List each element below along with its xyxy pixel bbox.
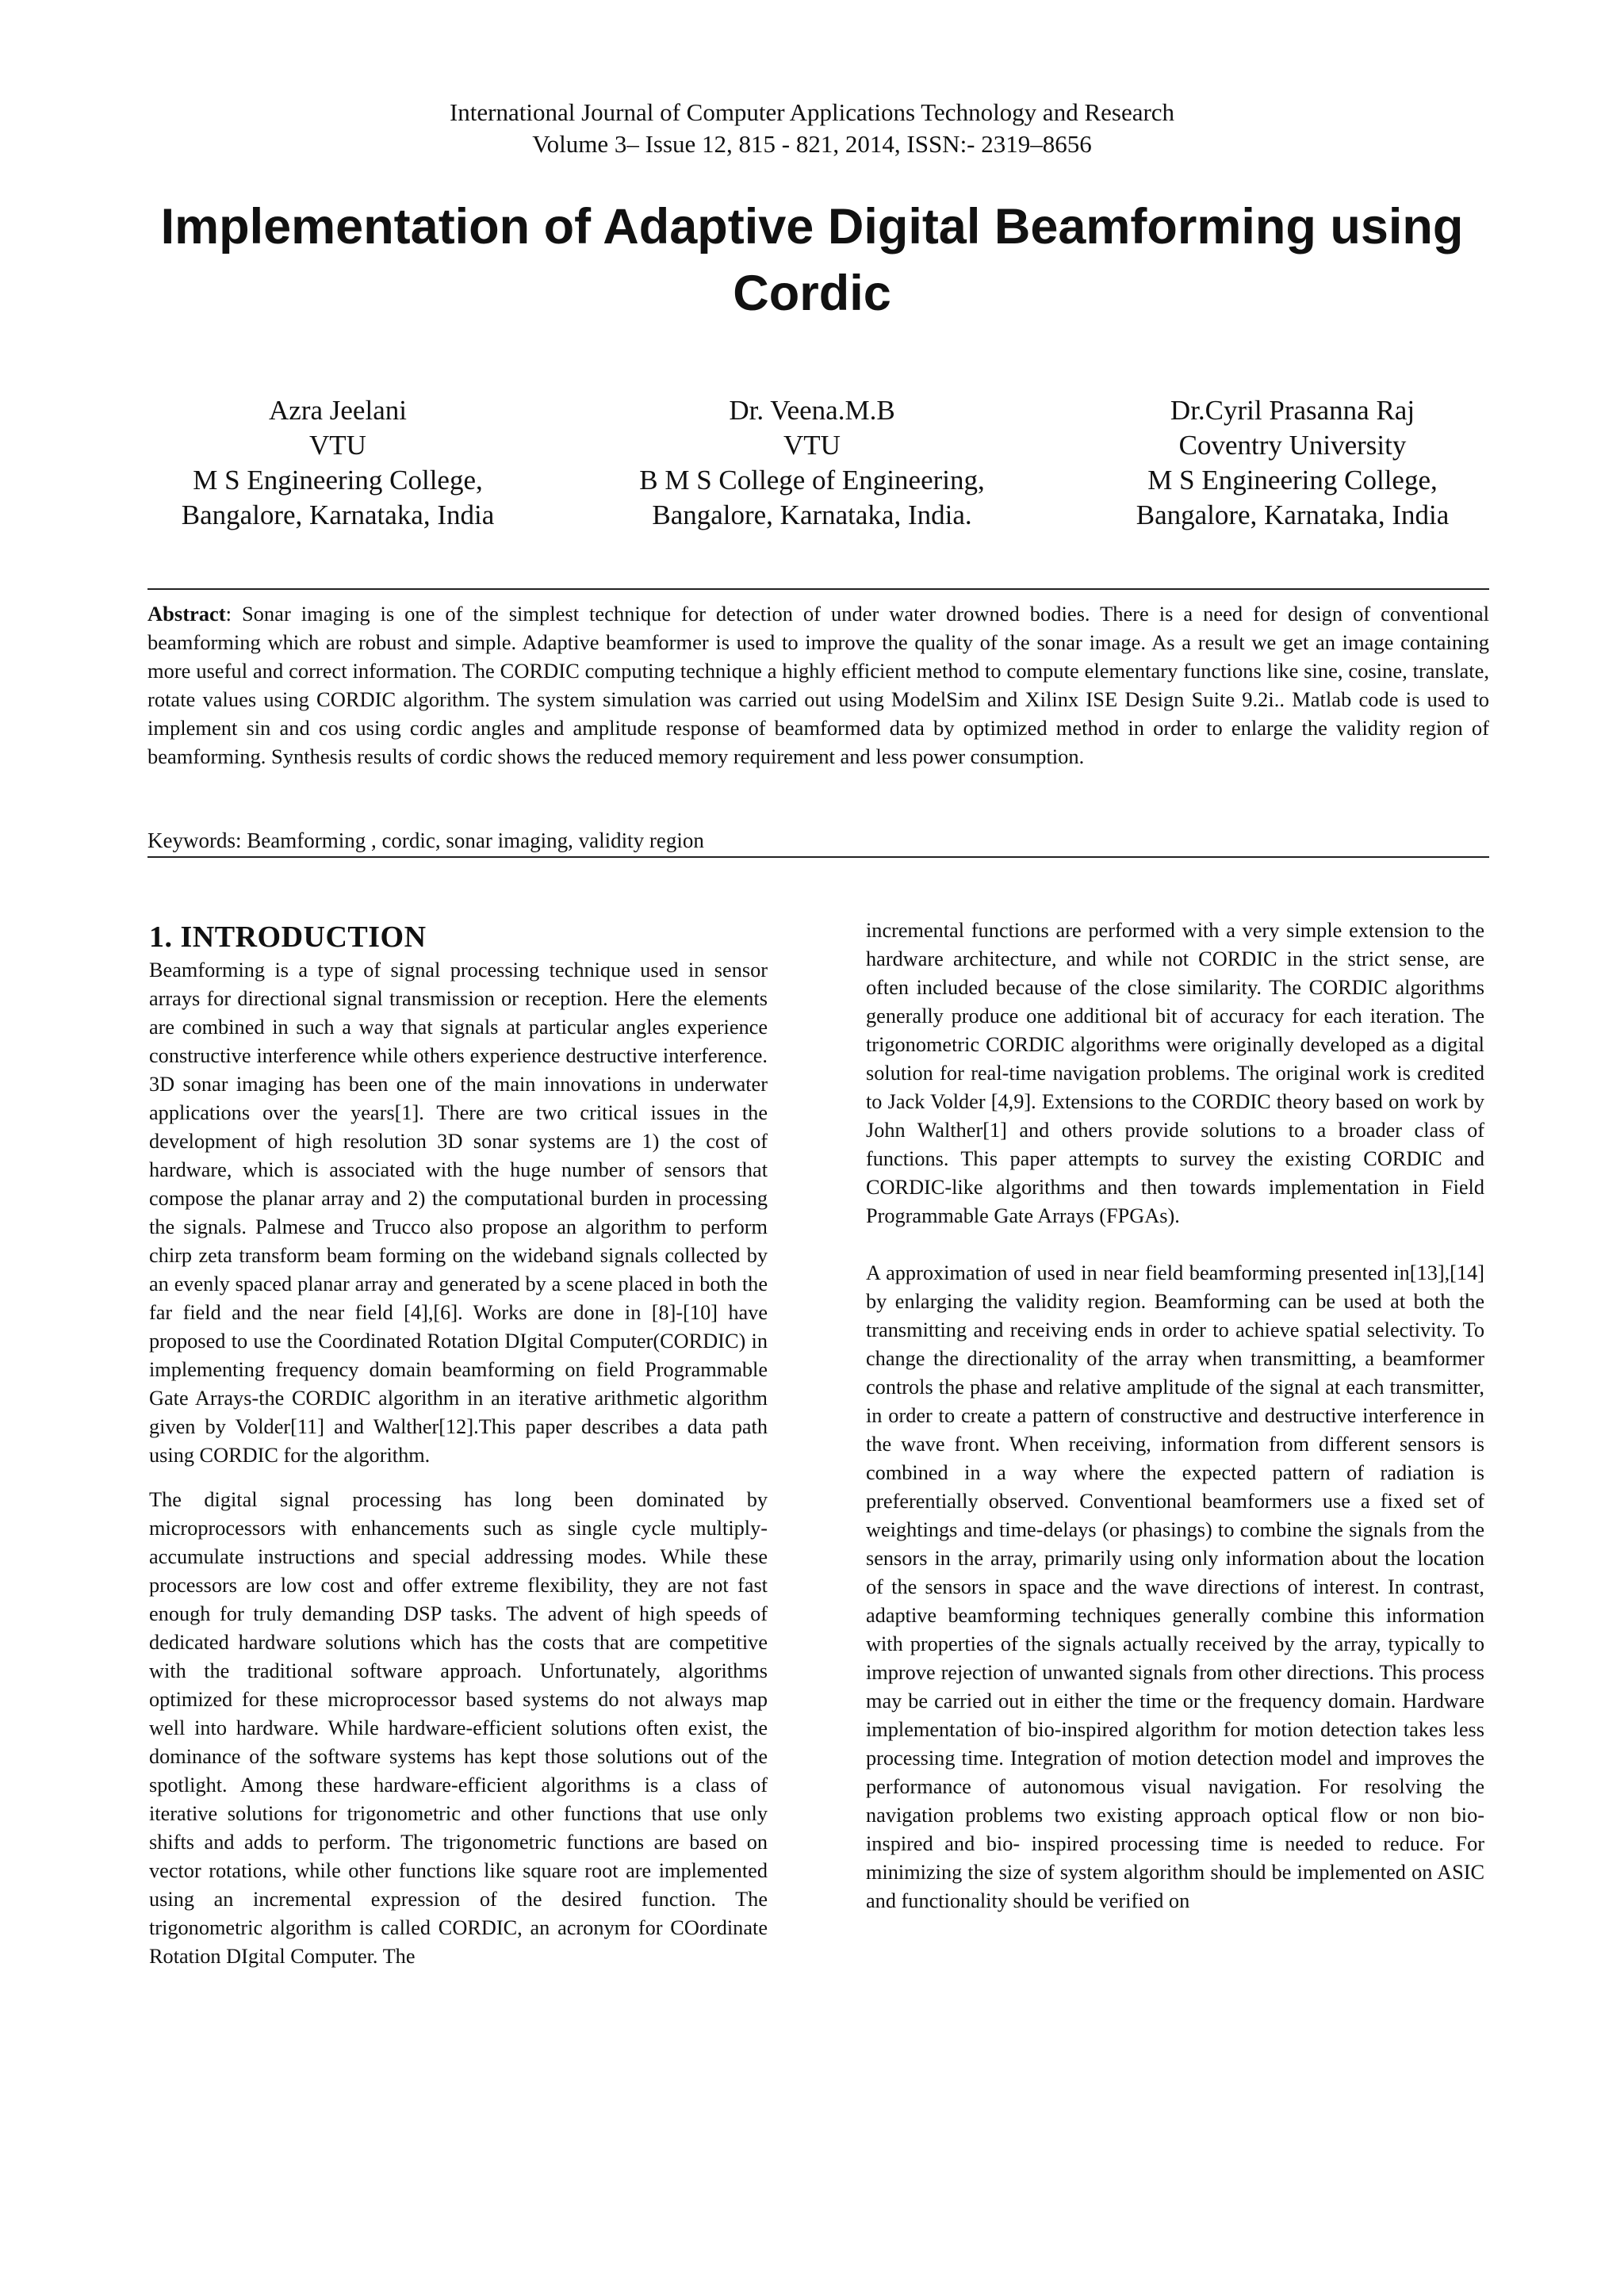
author-name: Azra Jeelani — [269, 395, 407, 426]
author-location: Bangalore, Karnataka, India — [1136, 499, 1450, 530]
left-column — [149, 918, 768, 1971]
author-block-2 — [603, 393, 1021, 533]
author-institution: M S Engineering College, — [1147, 465, 1438, 496]
section-heading-introduction: 1. INTRODUCTION — [149, 920, 427, 954]
paper-title: Implementation of Adaptive Digital Beamforming using Cordic — [160, 199, 1464, 321]
keywords-bottom-rule — [147, 856, 1489, 858]
abstract-top-rule — [147, 588, 1489, 590]
author-affiliation: Coventry University — [1178, 430, 1407, 461]
journal-header — [0, 97, 1624, 160]
abstract-label: Abstract — [147, 602, 226, 626]
author-location: Bangalore, Karnataka, India. — [652, 499, 972, 530]
author-affiliation: VTU — [783, 430, 841, 461]
paragraph: Beamforming is a type of signal processing technique used in sensor arrays for directional signal transmission or reception. Here the elements are combined in such a way that signals at particular angles experience constructive interference while others experience destructive interference. 3D sonar imaging has been one of the main innovations in underwater applications over the years[1]. There are two critical issues in the development of high resolution 3D sonar systems are 1) the cost of hardware, which is associated with the huge number of sensors that compose the planar array and 2) the computational burden in processing the signals. Palmese and Trucco also propose an algorithm to perform chirp zeta transform beam forming on the wideband signals collected by an evenly spaced planar array and generated by a scene placed in both the far field and the near field [4],[6]. Works are done in [8]-[10] have proposed to use the Coordinated Rotation DIgital Computer(CORDIC) in implementing frequency domain beamforming on field Programmable Gate Arrays-the CORDIC algorithm in an iterative arithmetic algorithm given by Volder[11] and Walther[12].This paper describes a data path using CORDIC for the algorithm. — [149, 959, 768, 1467]
author-block-3 — [1086, 393, 1499, 533]
abstract — [147, 599, 1489, 771]
keywords: Keywords: Beamforming , cordic, sonar imaging, validity region — [147, 828, 704, 852]
journal-name: International Journal of Computer Applications Technology and Research — [449, 98, 1175, 126]
author-name: Dr. Veena.M.B — [729, 395, 895, 426]
journal-volume: Volume 3– Issue 12, 815 - 821, 2014, ISSN:- 2319–8656 — [532, 130, 1092, 158]
paragraph: The digital signal processing has long been dominated by microprocessors with enhancements such as single cycle multiply-accumulate instructions and special addressing modes. While these processors are low cost and offer extreme flexibility, they are not fast enough for truly demanding DSP tasks. The advent of high speeds of dedicated hardware solutions which has the costs that are competitive with the traditional software approach. Unfortunately, algorithms optimized for these microprocessor based systems do not always map well into hardware. While hardware-efficient solutions often exist, the dominance of the software systems has kept those solutions out of the spotlight. Among these hardware-efficient algorithms is a class of iterative solutions for trigonometric and other functions that use only shifts and adds to perform. The trigonometric functions are based on vector rotations, while other functions like square root are implemented using an incremental expression of the desired function. The trigonometric algorithm is called CORDIC, an acronym for COordinate Rotation DIgital Computer. The — [149, 1488, 768, 1968]
author-affiliation: VTU — [309, 430, 366, 461]
paragraph: A approximation of used in near field beamforming presented in[13],[14] by enlarging the validity region. Beamforming can be used at both the transmitting and receiving ends in order to achieve spatial selectivity. To change the directionality of the array when transmitting, a beamformer controls the phase and relative amplitude of the signal at each transmitter, in order to create a pattern of constructive and destructive interference in the wave front. When receiving, information from different sensors is combined in a way where the expected pattern of radiation is preferentially observed. Conventional beamformers use a fixed set of weightings and time-delays (or phasings) to combine the signals from the sensors in the array, primarily using only information about the location of the sensors in space and the wave directions of interest. In contrast, adaptive beamforming techniques generally combine this information with properties of the signals actually received by the array, typically to improve rejection of unwanted signals from other directions. This process may be carried out in either the time or the frequency domain. Hardware implementation of bio-inspired algorithm for motion detection takes less processing time. Integration of motion detection model and improves the performance of autonomous visual navigation. For resolving the navigation problems two existing approach optical flow or non bio-inspired and bio- inspired processing time is needed to reduce. For minimizing the size of system algorithm should be implemented on ASIC and functionality should be verified on — [866, 1261, 1484, 1912]
author-institution: B M S College of Engineering, — [639, 465, 985, 496]
author-institution: M S Engineering College, — [193, 465, 483, 496]
author-name: Dr.Cyril Prasanna Raj — [1170, 395, 1415, 426]
abstract-text: : Sonar imaging is one of the simplest technique for detection of under water drowned bodies. There is a need for design of conventional beamforming which are robust and simple. Adaptive beamformer is used to improve the quality of the sonar image. As a result we get an image containing more useful and correct information. The CORDIC computing technique a highly efficient method to compute elementary functions like sine, cosine, translate, rotate values using CORDIC algorithm. The system simulation was carried out using ModelSim and Xilinx ISE Design Suite 9.2i.. Matlab code is used to implement sin and cos using cordic angles and amplitude response of beamformed data by optimized method in order to enlarge the validity region of beamforming. Synthesis results of cordic shows the reduced memory requirement and less power consumption. — [147, 602, 1489, 768]
author-block-1 — [132, 393, 544, 533]
right-column — [866, 916, 1484, 1915]
author-location: Bangalore, Karnataka, India — [181, 499, 495, 530]
paragraph: incremental functions are performed with a very simple extension to the hardware architecture, and while not CORDIC in the strict sense, are often included because of the close similarity. The CORDIC algorithms generally produce one additional bit of accuracy for each iteration. The trigonometric CORDIC algorithms were originally developed as a digital solution for real-time navigation problems. The original work is credited to Jack Volder [4,9]. Extensions to the CORDIC theory based on work by John Walther[1] and others provide solutions to a broader class of functions. This paper attempts to survey the existing CORDIC and CORDIC-like algorithms and then towards implementation in Field Programmable Gate Arrays (FPGAs). — [866, 919, 1484, 1227]
